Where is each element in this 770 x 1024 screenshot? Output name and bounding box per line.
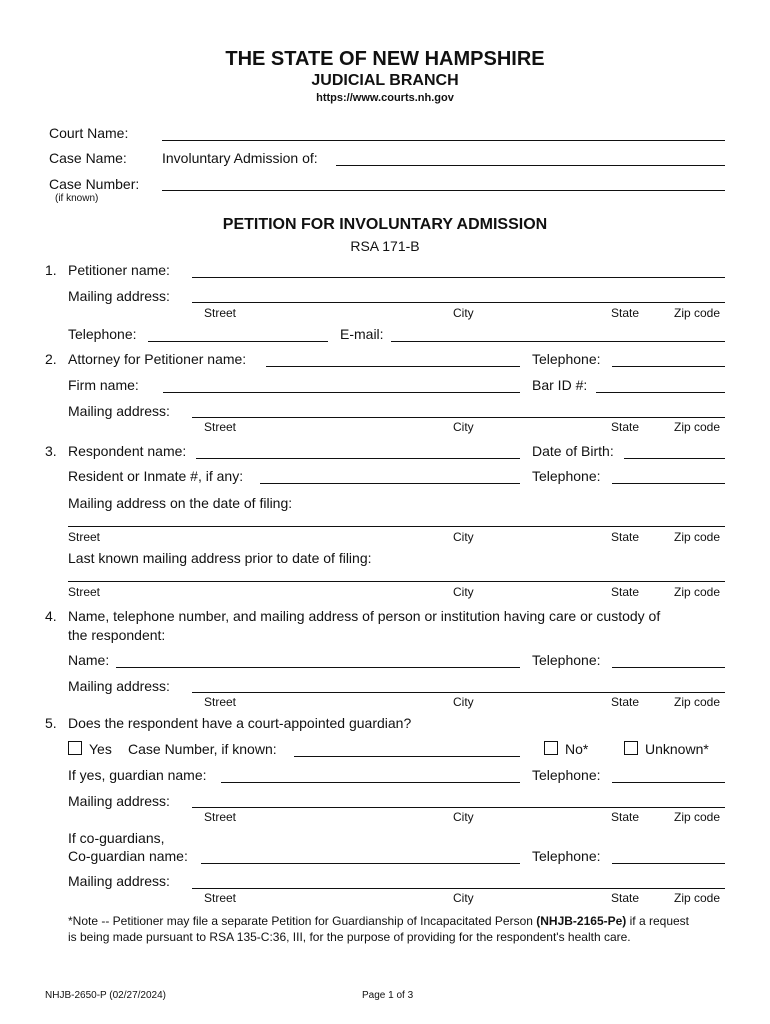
custodian-mailing-field[interactable]	[192, 692, 725, 693]
rsa-reference: RSA 171-B	[350, 238, 420, 254]
petitioner-telephone-field[interactable]	[148, 341, 328, 342]
last-known-address-label: Last known mailing address prior to date of filing:	[68, 550, 372, 566]
custody-question-line1: Name, telephone number, and mailing address of person or institution having care or custody of	[68, 608, 661, 624]
mailing-on-filing-field[interactable]	[68, 526, 725, 527]
attorney-telephone-label: Telephone:	[532, 351, 601, 367]
co-guardian-mailing-label: Mailing address:	[68, 873, 170, 889]
unknown-checkbox[interactable]	[624, 741, 638, 755]
street-caption: Street	[68, 585, 101, 599]
yes-checkbox[interactable]	[68, 741, 82, 755]
zip-caption: Zip code	[674, 306, 721, 320]
attorney-telephone-field[interactable]	[612, 366, 725, 367]
custodian-name-label: Name:	[68, 652, 110, 668]
zip-caption: Zip code	[674, 810, 721, 824]
guardian-name-label: If yes, guardian name:	[68, 767, 207, 783]
custodian-mailing-label: Mailing address:	[68, 678, 170, 694]
bar-id-label: Bar ID #:	[532, 377, 588, 393]
city-caption: City	[453, 891, 474, 905]
note-text-1: *Note -- Petitioner may file a separate Petition for Guardianship of Incapacitated Person	[68, 914, 537, 928]
branch-heading: JUDICIAL BRANCH	[311, 72, 459, 89]
case-number-field[interactable]	[162, 190, 725, 191]
zip-caption: Zip code	[674, 585, 721, 599]
city-caption: City	[453, 585, 474, 599]
zip-caption: Zip code	[674, 695, 721, 709]
resident-inmate-field[interactable]	[260, 483, 520, 484]
page-number: Page 1 of 3	[362, 990, 414, 1001]
custody-question-line2: the respondent:	[68, 627, 166, 643]
section-3-number: 3.	[45, 443, 57, 459]
attorney-name-field[interactable]	[266, 366, 520, 367]
co-guardian-name-label: Co-guardian name:	[68, 848, 188, 864]
street-caption: Street	[204, 891, 237, 905]
guardian-case-number-field[interactable]	[294, 756, 520, 757]
street-caption: Street	[204, 420, 237, 434]
attorney-mailing-label: Mailing address:	[68, 403, 170, 419]
city-caption: City	[453, 306, 474, 320]
note-line1	[68, 914, 689, 928]
custodian-name-field[interactable]	[116, 667, 520, 668]
resident-inmate-label: Resident or Inmate #, if any:	[68, 468, 244, 484]
state-heading: THE STATE OF NEW HAMPSHIRE	[225, 48, 545, 70]
respondent-name-label: Respondent name:	[68, 443, 187, 459]
guardian-mailing-label: Mailing address:	[68, 793, 170, 809]
attorney-name-label: Attorney for Petitioner name:	[68, 351, 247, 367]
firm-name-field[interactable]	[163, 392, 520, 393]
last-known-address-field[interactable]	[68, 581, 725, 582]
no-label: No*	[565, 741, 589, 757]
guardian-mailing-field[interactable]	[192, 807, 725, 808]
court-url: https://www.courts.nh.gov	[316, 92, 454, 104]
city-caption: City	[453, 420, 474, 434]
guardian-name-field[interactable]	[221, 782, 520, 783]
guardian-telephone-field[interactable]	[612, 782, 725, 783]
petitioner-email-field[interactable]	[391, 341, 725, 342]
state-caption: State	[611, 420, 640, 434]
case-name-field[interactable]	[336, 165, 725, 166]
petitioner-mailing-label: Mailing address:	[68, 288, 170, 304]
city-caption: City	[453, 695, 474, 709]
respondent-telephone-field[interactable]	[612, 483, 725, 484]
zip-caption: Zip code	[674, 420, 721, 434]
respondent-telephone-label: Telephone:	[532, 468, 601, 484]
case-number-label: Case Number:	[49, 176, 140, 192]
state-caption: State	[611, 695, 640, 709]
guardian-question: Does the respondent have a court-appointed guardian?	[68, 715, 412, 731]
petitioner-telephone-label: Telephone:	[68, 326, 137, 342]
state-caption: State	[611, 585, 640, 599]
bar-id-field[interactable]	[596, 392, 725, 393]
state-caption: State	[611, 891, 640, 905]
guardian-telephone-label: Telephone:	[532, 767, 601, 783]
zip-caption: Zip code	[674, 891, 721, 905]
custodian-telephone-label: Telephone:	[532, 652, 601, 668]
co-guardian-mailing-field[interactable]	[192, 888, 725, 889]
guardian-case-number-label: Case Number, if known:	[128, 741, 277, 757]
city-caption: City	[453, 530, 474, 544]
no-checkbox[interactable]	[544, 741, 558, 755]
attorney-mailing-field[interactable]	[192, 417, 725, 418]
section-2-number: 2.	[45, 351, 57, 367]
custodian-telephone-field[interactable]	[612, 667, 725, 668]
mailing-on-filing-label: Mailing address on the date of filing:	[68, 495, 293, 511]
case-name-prefix: Involuntary Admission of:	[162, 150, 318, 166]
form-title: PETITION FOR INVOLUNTARY ADMISSION	[222, 216, 548, 233]
note-text-2: if a request	[626, 914, 689, 928]
co-guardians-label: If co-guardians,	[68, 830, 165, 846]
yes-label: Yes	[89, 741, 112, 757]
respondent-name-field[interactable]	[196, 458, 520, 459]
state-caption: State	[611, 530, 640, 544]
unknown-label: Unknown*	[645, 741, 709, 757]
street-caption: Street	[204, 695, 237, 709]
if-known-note: (if known)	[55, 193, 99, 204]
street-caption: Street	[204, 810, 237, 824]
state-caption: State	[611, 306, 640, 320]
dob-label: Date of Birth:	[532, 443, 614, 459]
section-4-number: 4.	[45, 608, 57, 624]
form-id: NHJB-2650-P (02/27/2024)	[45, 990, 166, 1001]
note-form-reference: (NHJB-2165-Pe)	[536, 914, 627, 928]
section-1-number: 1.	[45, 262, 57, 278]
co-guardian-telephone-label: Telephone:	[532, 848, 601, 864]
street-caption: Street	[68, 530, 101, 544]
firm-name-label: Firm name:	[68, 377, 139, 393]
zip-caption: Zip code	[674, 530, 721, 544]
petitioner-email-label: E-mail:	[340, 326, 384, 342]
court-name-field[interactable]	[162, 140, 725, 141]
petitioner-mailing-field[interactable]	[192, 302, 725, 303]
dob-field[interactable]	[624, 458, 725, 459]
case-name-label: Case Name:	[49, 150, 127, 166]
co-guardian-name-field[interactable]	[201, 863, 520, 864]
note-line2: is being made pursuant to RSA 135-C:36, III, for the purpose of providing for the respondent's health care.	[68, 930, 631, 944]
co-guardian-telephone-field[interactable]	[612, 863, 725, 864]
section-5-number: 5.	[45, 715, 57, 731]
petitioner-name-field[interactable]	[192, 277, 725, 278]
street-caption: Street	[204, 306, 237, 320]
petitioner-name-label: Petitioner name:	[68, 262, 170, 278]
city-caption: City	[453, 810, 474, 824]
state-caption: State	[611, 810, 640, 824]
court-name-label: Court Name:	[49, 125, 129, 141]
